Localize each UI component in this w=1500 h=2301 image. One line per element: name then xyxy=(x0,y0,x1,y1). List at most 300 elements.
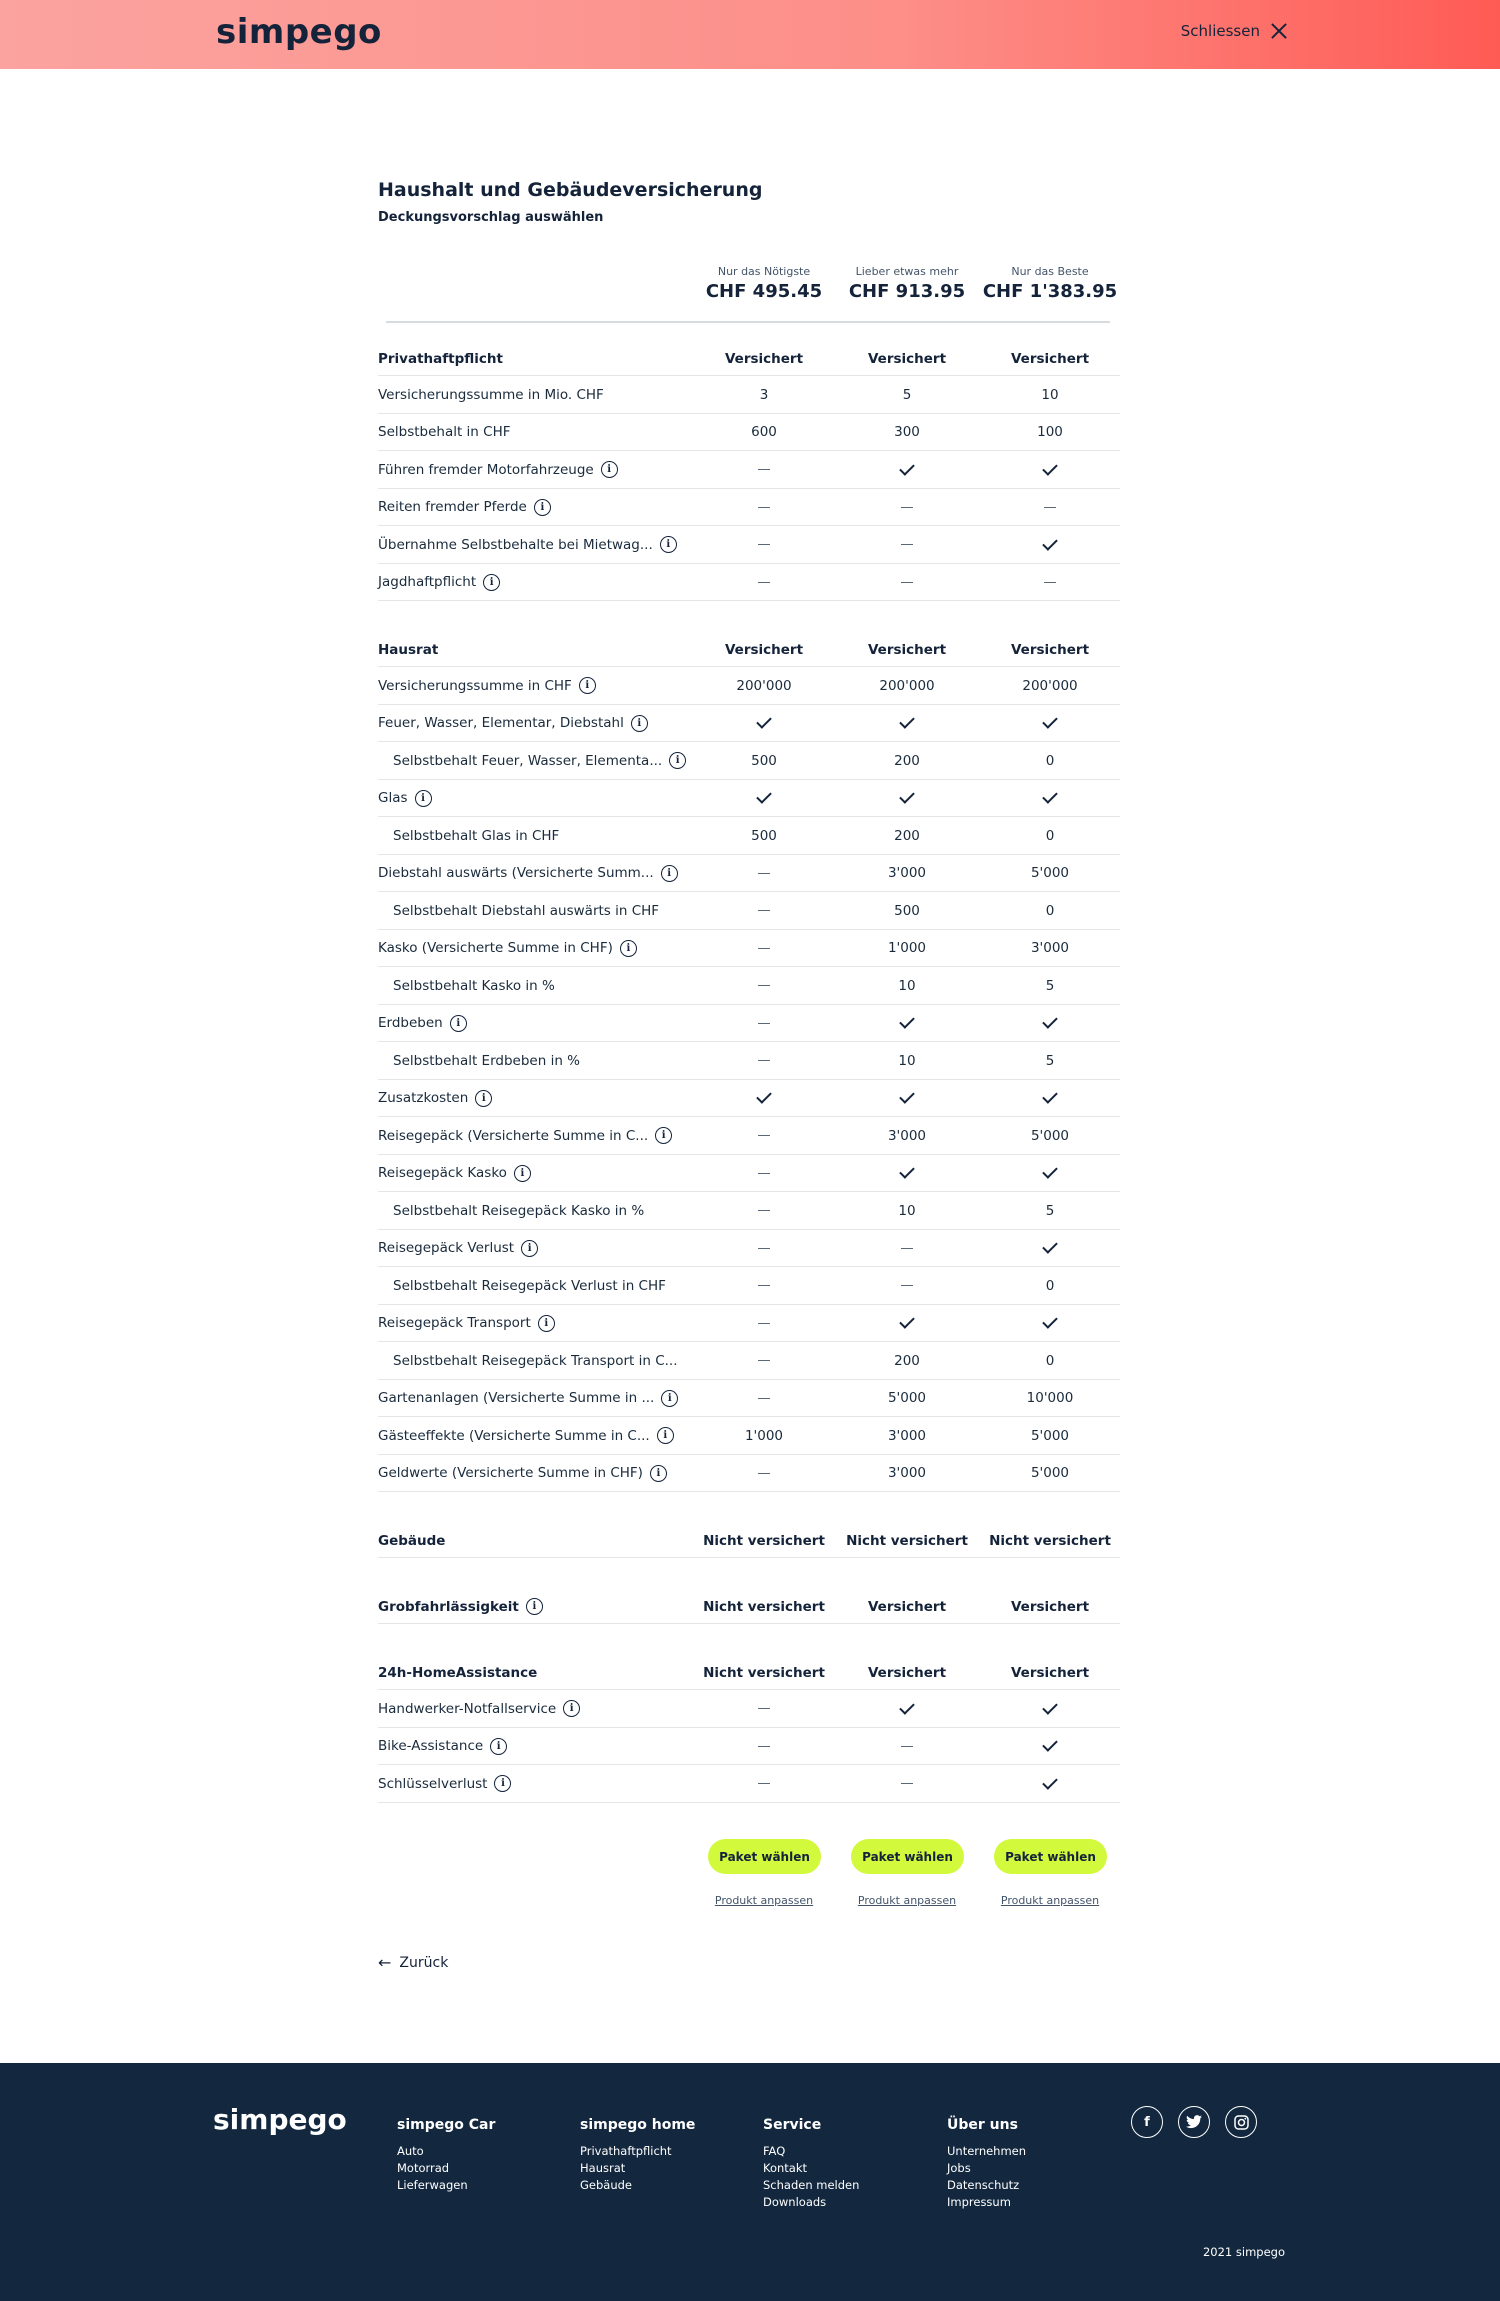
dash-icon xyxy=(758,910,770,911)
footer-link[interactable]: Kontakt xyxy=(763,2161,808,2175)
table-cell xyxy=(694,967,834,1005)
footer-link[interactable]: Privathaftpflicht xyxy=(580,2144,672,2158)
table-cell xyxy=(980,489,1120,527)
table-cell xyxy=(837,1080,977,1118)
footer-link[interactable]: Auto xyxy=(397,2144,424,2158)
table-row xyxy=(378,1117,1120,1155)
table-cell xyxy=(694,705,834,743)
info-icon[interactable]: i xyxy=(657,1427,674,1444)
section-home-assistance xyxy=(378,1655,1120,1803)
table-cell xyxy=(837,1728,977,1766)
footer-link[interactable]: Lieferwagen xyxy=(397,2178,468,2192)
table-cell xyxy=(694,855,834,893)
dash-icon xyxy=(901,544,913,545)
row-label-text: Übernahme Selbstbehalte bei Mietwag... xyxy=(378,536,653,553)
coverage-status: Nicht versichert xyxy=(989,1532,1111,1549)
coverage-status: Nicht versichert xyxy=(703,1664,825,1681)
table-row xyxy=(378,526,1120,564)
row-label-selbstbehalt-reisegepack-transport-in-c xyxy=(393,1342,678,1380)
package-label: Lieber etwas mehr xyxy=(855,265,959,278)
table-cell xyxy=(837,489,977,527)
row-label-selbstbehalt-erdbeben-in xyxy=(393,1042,580,1080)
row-label-ubernahme-selbstbehalte-bei-mietwag xyxy=(378,526,677,564)
check-icon xyxy=(899,460,915,476)
table-cell xyxy=(837,414,977,452)
table-cell xyxy=(837,1305,977,1343)
back-link[interactable] xyxy=(378,1953,448,1972)
check-icon xyxy=(899,713,915,729)
table-cell xyxy=(837,667,977,705)
footer-col-title: Service xyxy=(763,2117,822,2133)
footer-link[interactable]: Unternehmen xyxy=(947,2144,1027,2158)
cell-value: 5 xyxy=(1045,977,1055,994)
info-icon[interactable]: i xyxy=(450,1015,467,1032)
section-privathaftpflicht xyxy=(378,341,1120,601)
package-2 xyxy=(837,265,977,302)
check-icon xyxy=(1042,1313,1058,1329)
info-icon[interactable]: i xyxy=(579,677,596,694)
cell-value: 200'000 xyxy=(1022,677,1078,694)
row-label-text: Versicherungssumme in CHF xyxy=(378,677,572,694)
dash-icon xyxy=(758,1023,770,1024)
row-label-selbstbehalt-reisegepack-kasko-in xyxy=(393,1192,644,1230)
choose-package-1-button[interactable]: Paket wählen xyxy=(708,1839,821,1874)
table-cell xyxy=(980,526,1120,564)
dash-icon xyxy=(758,1746,770,1747)
package-label: Nur das Nötigste xyxy=(717,265,811,278)
row-label-text: Selbstbehalt Kasko in % xyxy=(393,977,555,994)
info-icon[interactable]: i xyxy=(494,1775,511,1792)
table-cell xyxy=(980,780,1120,818)
table-row xyxy=(378,780,1120,818)
table-cell xyxy=(837,1380,977,1418)
table-cell xyxy=(980,817,1120,855)
table-row xyxy=(378,1042,1120,1080)
check-icon xyxy=(756,1088,772,1104)
table-cell xyxy=(980,1192,1120,1230)
package-price: CHF 913.95 xyxy=(848,281,966,302)
table-cell xyxy=(694,667,834,705)
footer xyxy=(0,2063,1500,2301)
table-cell xyxy=(837,780,977,818)
row-label-text: Selbstbehalt Reisegepäck Transport in C... xyxy=(393,1352,678,1369)
check-icon xyxy=(756,788,772,804)
section-title-text: Grobfahrlässigkeit xyxy=(378,1598,519,1615)
footer-link[interactable]: Motorrad xyxy=(397,2161,450,2175)
cell-value: 200 xyxy=(894,1352,920,1369)
coverage-status: Versichert xyxy=(867,1664,947,1681)
table-cell xyxy=(694,780,834,818)
divider xyxy=(386,321,1110,323)
info-icon[interactable]: i xyxy=(601,461,618,478)
table-cell xyxy=(980,967,1120,1005)
table-cell xyxy=(980,1417,1120,1455)
info-icon[interactable]: i xyxy=(538,1315,555,1332)
coverage-status: Nicht versichert xyxy=(703,1598,825,1615)
table-cell xyxy=(980,1117,1120,1155)
info-icon[interactable]: i xyxy=(660,536,677,553)
table-cell xyxy=(980,451,1120,489)
dash-icon xyxy=(1044,582,1056,583)
package-label: Nur das Beste xyxy=(1011,265,1089,278)
table-cell xyxy=(980,892,1120,930)
footer-col-title: simpego home xyxy=(580,2117,696,2133)
table-cell xyxy=(980,1155,1120,1193)
section-gebaeude xyxy=(378,1523,1120,1558)
table-cell xyxy=(694,451,834,489)
table-cell xyxy=(837,526,977,564)
cell-value: 500 xyxy=(894,902,920,919)
check-icon xyxy=(1042,1736,1058,1752)
info-icon[interactable]: i xyxy=(620,940,637,957)
coverage-status: Versichert xyxy=(1010,641,1090,658)
table-row xyxy=(378,817,1120,855)
row-label-selbstbehalt-diebstahl-auswarts-in-chf xyxy=(393,892,659,930)
table-cell xyxy=(694,1417,834,1455)
table-cell xyxy=(980,1455,1120,1493)
dash-icon xyxy=(758,582,770,583)
check-icon xyxy=(1042,788,1058,804)
close-icon xyxy=(1270,22,1288,40)
table-row xyxy=(378,705,1120,743)
header xyxy=(0,0,1500,69)
check-icon xyxy=(899,788,915,804)
twitter-icon[interactable] xyxy=(1178,2106,1210,2138)
cell-value: 10'000 xyxy=(1026,1390,1074,1407)
row-label-reisegepack-kasko xyxy=(378,1155,531,1193)
row-label-reisegepack-verlust xyxy=(378,1230,538,1268)
table-cell xyxy=(837,1690,977,1728)
coverage-status: Versichert xyxy=(724,350,804,367)
row-label-diebstahl-auswarts-versicherte-summ xyxy=(378,855,678,893)
table-cell xyxy=(694,817,834,855)
choose-package-2-button[interactable]: Paket wählen xyxy=(851,1839,964,1874)
cell-value: 3 xyxy=(759,386,769,403)
table-cell xyxy=(837,1230,977,1268)
row-label-text: Reisegepäck Transport xyxy=(378,1315,531,1332)
table-row xyxy=(378,489,1120,527)
arrow-left-icon: ← xyxy=(378,1953,392,1972)
cell-value: 10 xyxy=(898,977,916,994)
footer-link[interactable]: FAQ xyxy=(763,2144,786,2158)
dash-icon xyxy=(758,1473,770,1474)
footer-link[interactable]: Datenschutz xyxy=(947,2178,1020,2192)
dash-icon xyxy=(758,1323,770,1324)
table-row xyxy=(378,376,1120,414)
row-label-text: Reisegepäck Verlust xyxy=(378,1240,515,1257)
table-row xyxy=(378,1155,1120,1193)
cell-value: 100 xyxy=(1037,424,1063,441)
cell-value: 10 xyxy=(1041,386,1059,403)
table-row xyxy=(378,414,1120,452)
dash-icon xyxy=(758,1783,770,1784)
cell-value: 200 xyxy=(894,827,920,844)
table-row xyxy=(378,1765,1120,1803)
section-title-text: Privathaftpflicht xyxy=(378,350,503,367)
info-icon[interactable]: i xyxy=(631,715,648,732)
dash-icon xyxy=(758,1210,770,1211)
dash-icon xyxy=(758,1360,770,1361)
cell-value: 3'000 xyxy=(887,1127,927,1144)
section-title xyxy=(378,1589,543,1624)
table-cell xyxy=(837,967,977,1005)
dash-icon xyxy=(758,1285,770,1286)
dash-icon xyxy=(901,1248,913,1249)
info-icon[interactable]: i xyxy=(563,1700,580,1717)
table-row xyxy=(378,1417,1120,1455)
info-icon[interactable]: i xyxy=(415,790,432,807)
adjust-product-1-link[interactable]: Produkt anpassen xyxy=(714,1894,814,1907)
table-cell xyxy=(837,451,977,489)
info-icon[interactable]: i xyxy=(661,865,678,882)
row-label-text: Selbstbehalt Reisegepäck Verlust in CHF xyxy=(393,1277,666,1294)
choose-package-3-button[interactable]: Paket wählen xyxy=(994,1839,1107,1874)
row-label-text: Selbstbehalt Diebstahl auswärts in CHF xyxy=(393,902,660,919)
info-icon[interactable]: i xyxy=(526,1598,543,1615)
row-label-versicherungssumme-in-chf xyxy=(378,667,596,705)
footer-link[interactable]: Downloads xyxy=(763,2195,827,2209)
table-cell xyxy=(694,1042,834,1080)
footer-col-title: simpego Car xyxy=(397,2117,496,2133)
table-row xyxy=(378,1690,1120,1728)
check-icon xyxy=(899,1699,915,1715)
info-icon[interactable]: i xyxy=(483,574,500,591)
dash-icon xyxy=(901,1746,913,1747)
cell-value: 0 xyxy=(1045,1277,1055,1294)
dash-icon xyxy=(758,873,770,874)
table-cell xyxy=(837,1342,977,1380)
facebook-icon[interactable]: f xyxy=(1131,2106,1163,2138)
package-price: CHF 495.45 xyxy=(705,281,823,302)
dash-icon xyxy=(758,948,770,949)
footer-logo[interactable]: simpego xyxy=(213,2103,347,2136)
table-row xyxy=(378,451,1120,489)
row-label-text: Reisegepäck (Versicherte Summe in C... xyxy=(378,1127,649,1144)
table-cell xyxy=(694,564,834,602)
table-row xyxy=(378,892,1120,930)
table-cell xyxy=(980,667,1120,705)
dash-icon xyxy=(758,507,770,508)
dash-icon xyxy=(758,1708,770,1709)
table-cell xyxy=(837,855,977,893)
table-row xyxy=(378,1267,1120,1305)
dash-icon xyxy=(758,544,770,545)
cell-value: 5'000 xyxy=(887,1390,927,1407)
row-label-selbstbehalt-reisegepack-verlust-in-chf xyxy=(393,1267,666,1305)
dash-icon xyxy=(758,985,770,986)
table-cell xyxy=(694,376,834,414)
coverage-status: Nicht versichert xyxy=(703,1532,825,1549)
table-row xyxy=(378,1080,1120,1118)
check-icon xyxy=(899,1088,915,1104)
info-icon[interactable]: i xyxy=(475,1090,492,1107)
coverage-status: Versichert xyxy=(1010,350,1090,367)
dash-icon xyxy=(758,1135,770,1136)
row-label-text: Geldwerte (Versicherte Summe in CHF) xyxy=(378,1465,643,1482)
table-row xyxy=(378,930,1120,968)
row-label-gasteeffekte-versicherte-summe-in-c xyxy=(378,1417,674,1455)
table-row xyxy=(378,742,1120,780)
table-row xyxy=(378,967,1120,1005)
row-label-text: Jagdhaftpflicht xyxy=(378,574,477,591)
row-label-feuer-wasser-elementar-diebstahl xyxy=(378,705,648,743)
row-label-selbstbehalt-kasko-in xyxy=(393,967,555,1005)
table-cell xyxy=(694,1455,834,1493)
table-cell xyxy=(837,892,977,930)
check-icon xyxy=(899,1013,915,1029)
table-cell xyxy=(694,1230,834,1268)
table-cell xyxy=(980,1305,1120,1343)
section-title-text: Hausrat xyxy=(378,641,439,658)
row-label-text: Handwerker-Notfallservice xyxy=(378,1700,557,1717)
table-cell xyxy=(694,1765,834,1803)
cell-value: 0 xyxy=(1045,902,1055,919)
cell-value: 500 xyxy=(751,827,777,844)
table-cell xyxy=(694,1380,834,1418)
section-title-text: 24h-HomeAssistance xyxy=(378,1664,538,1681)
row-label-jagdhaftpflicht xyxy=(378,564,500,602)
section-header-row xyxy=(378,632,1120,667)
table-cell xyxy=(694,1117,834,1155)
table-cell xyxy=(837,1192,977,1230)
section-title xyxy=(378,632,438,667)
info-icon[interactable]: i xyxy=(514,1165,531,1182)
dash-icon xyxy=(758,1173,770,1174)
table-cell xyxy=(980,1765,1120,1803)
table-cell xyxy=(694,1192,834,1230)
table-cell xyxy=(837,1042,977,1080)
coverage-status: Nicht versichert xyxy=(846,1532,968,1549)
row-label-geldwerte-versicherte-summe-in-chf xyxy=(378,1455,667,1493)
row-label-text: Selbstbehalt Reisegepäck Kasko in % xyxy=(393,1202,645,1219)
table-cell xyxy=(694,1690,834,1728)
simpego-logo[interactable]: simpego xyxy=(216,12,382,52)
table-row xyxy=(378,855,1120,893)
cell-value: 200 xyxy=(894,752,920,769)
row-label-handwerker-notfallservice xyxy=(378,1690,580,1728)
cell-value: 200'000 xyxy=(736,677,792,694)
package-3 xyxy=(980,265,1120,302)
table-cell xyxy=(980,1267,1120,1305)
cell-value: 1'000 xyxy=(744,1427,784,1444)
close-button[interactable] xyxy=(1181,22,1288,40)
info-icon[interactable]: i xyxy=(669,752,686,769)
table-cell xyxy=(980,1005,1120,1043)
info-icon[interactable]: i xyxy=(650,1465,667,1482)
row-label-text: Selbstbehalt in CHF xyxy=(378,424,511,441)
cell-value: 3'000 xyxy=(1030,940,1070,957)
cell-value: 200'000 xyxy=(879,677,935,694)
cell-value: 300 xyxy=(894,424,920,441)
info-icon[interactable]: i xyxy=(521,1240,538,1257)
instagram-icon[interactable] xyxy=(1225,2106,1257,2138)
row-label-selbstbehalt-feuer-wasser-elementa xyxy=(393,742,686,780)
row-label-text: Gästeeffekte (Versicherte Summe in C... xyxy=(378,1427,650,1444)
row-label-zusatzkosten xyxy=(378,1080,492,1118)
table-cell xyxy=(694,1005,834,1043)
cell-value: 5'000 xyxy=(1030,865,1070,882)
table-cell xyxy=(980,414,1120,452)
info-icon[interactable]: i xyxy=(490,1738,507,1755)
cell-value: 500 xyxy=(751,752,777,769)
row-label-schlusselverlust xyxy=(378,1765,511,1803)
table-cell xyxy=(837,1117,977,1155)
table-cell xyxy=(694,414,834,452)
section-title xyxy=(378,1523,445,1558)
dash-icon xyxy=(758,1398,770,1399)
footer-col-title: Über uns xyxy=(947,2117,1018,2133)
row-label-gartenanlagen-versicherte-summe-in xyxy=(378,1380,678,1418)
adjust-product-3-link[interactable]: Produkt anpassen xyxy=(1000,1894,1100,1907)
info-icon[interactable]: i xyxy=(534,499,551,516)
copyright: 2021 simpego xyxy=(1202,2245,1285,2259)
cell-value: 10 xyxy=(898,1052,916,1069)
table-cell xyxy=(980,1342,1120,1380)
table-cell xyxy=(694,1342,834,1380)
row-label-text: Reiten fremder Pferde xyxy=(378,499,527,516)
row-label-text: Kasko (Versicherte Summe in CHF) xyxy=(378,940,613,957)
table-row xyxy=(378,1342,1120,1380)
page-subtitle: Deckungsvorschlag auswählen xyxy=(378,210,604,225)
row-label-text: Gartenanlagen (Versicherte Summe in ... xyxy=(378,1390,655,1407)
dash-icon xyxy=(758,1248,770,1249)
cell-value: 5 xyxy=(1045,1052,1055,1069)
footer-link[interactable]: Impressum xyxy=(947,2195,1011,2209)
section-hausrat xyxy=(378,632,1120,1492)
info-icon[interactable]: i xyxy=(661,1390,678,1407)
section-title xyxy=(378,341,503,376)
table-cell xyxy=(980,564,1120,602)
section-header-row xyxy=(378,1523,1120,1558)
cell-value: 600 xyxy=(751,424,777,441)
table-cell xyxy=(980,855,1120,893)
table-row xyxy=(378,667,1120,705)
cell-value: 5'000 xyxy=(1030,1427,1070,1444)
info-icon[interactable]: i xyxy=(655,1127,672,1144)
table-cell xyxy=(980,1080,1120,1118)
cell-value: 0 xyxy=(1045,827,1055,844)
section-header-row xyxy=(378,341,1120,376)
row-label-selbstbehalt-in-chf xyxy=(378,414,511,452)
coverage-status: Versichert xyxy=(1010,1664,1090,1681)
table-cell xyxy=(694,930,834,968)
footer-link[interactable]: Schaden melden xyxy=(763,2178,860,2192)
coverage-status: Versichert xyxy=(867,641,947,658)
coverage-status: Versichert xyxy=(1010,1598,1090,1615)
social-links xyxy=(1131,2106,1257,2138)
footer-link[interactable]: Jobs xyxy=(947,2161,971,2175)
row-label-text: Versicherungssumme in Mio. CHF xyxy=(378,386,604,403)
adjust-product-2-link[interactable]: Produkt anpassen xyxy=(857,1894,957,1907)
row-label-text: Bike-Assistance xyxy=(378,1738,484,1755)
cell-value: 1'000 xyxy=(887,940,927,957)
footer-link[interactable]: Gebäude xyxy=(580,2178,632,2192)
check-icon xyxy=(1042,1238,1058,1254)
table-cell xyxy=(980,1690,1120,1728)
row-label-text: Selbstbehalt Glas in CHF xyxy=(393,827,560,844)
footer-col-home xyxy=(580,2117,695,2194)
row-label-erdbeben xyxy=(378,1005,467,1043)
row-label-reiten-fremder-pferde xyxy=(378,489,551,527)
close-label: Schliessen xyxy=(1180,22,1260,40)
check-icon xyxy=(1042,1088,1058,1104)
table-row xyxy=(378,1455,1120,1493)
check-icon xyxy=(1042,1013,1058,1029)
package-header xyxy=(378,265,1120,325)
footer-link[interactable]: Hausrat xyxy=(580,2161,626,2175)
row-label-text: Feuer, Wasser, Elementar, Diebstahl xyxy=(378,715,624,732)
dash-icon xyxy=(901,582,913,583)
